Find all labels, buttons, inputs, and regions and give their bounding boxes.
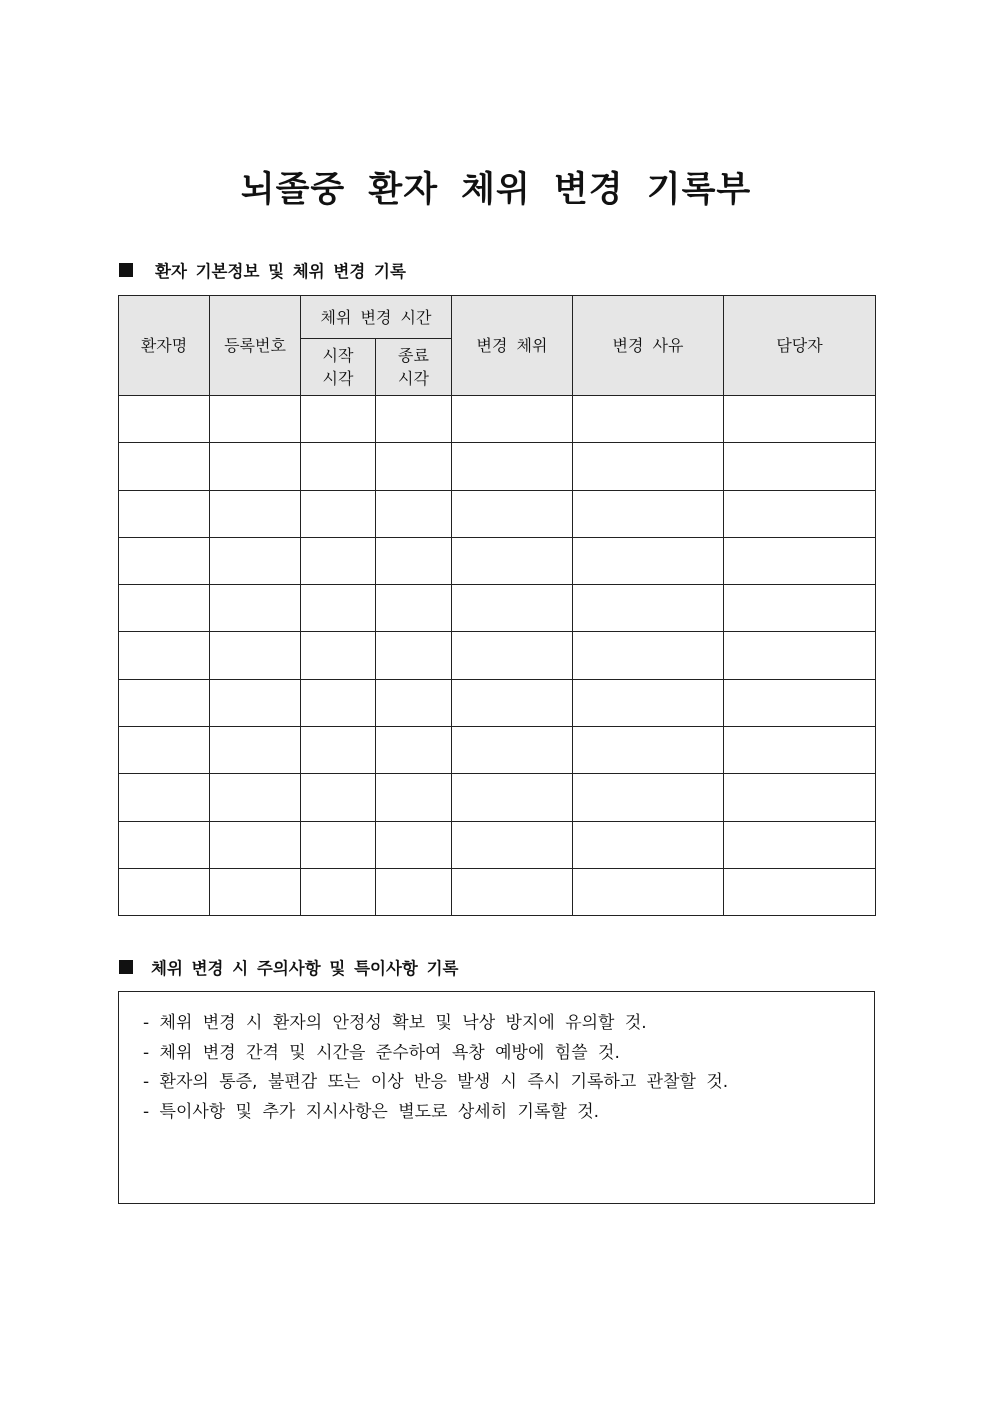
table-cell[interactable]: [210, 727, 301, 774]
table-cell[interactable]: [210, 490, 301, 537]
table-cell[interactable]: [724, 537, 876, 584]
table-cell[interactable]: [376, 679, 452, 726]
table-cell[interactable]: [452, 727, 573, 774]
table-row: [119, 537, 876, 584]
header-staff: 담당자: [724, 296, 876, 396]
header-changed-position: 변경 체위: [452, 296, 573, 396]
header-end-time-line1: 종료: [398, 346, 429, 365]
table-cell[interactable]: [573, 727, 724, 774]
table-cell[interactable]: [573, 396, 724, 443]
table-row: [119, 679, 876, 726]
header-change-time: 체위 변경 시간: [301, 296, 452, 339]
table-cell[interactable]: [376, 585, 452, 632]
table-cell[interactable]: [301, 537, 376, 584]
table-cell[interactable]: [301, 396, 376, 443]
table-cell[interactable]: [210, 774, 301, 821]
table-cell[interactable]: [210, 396, 301, 443]
table-row: [119, 396, 876, 443]
table-cell[interactable]: [376, 868, 452, 915]
table-cell[interactable]: [119, 443, 210, 490]
table-cell[interactable]: [452, 821, 573, 868]
note-line: - 특이사항 및 추가 지시사항은 별도로 상세히 기록할 것.: [143, 1101, 600, 1122]
table-row: [119, 821, 876, 868]
table-cell[interactable]: [119, 537, 210, 584]
table-cell[interactable]: [301, 443, 376, 490]
table-cell[interactable]: [452, 868, 573, 915]
header-start-time-line2: 시각: [322, 369, 354, 388]
table-cell[interactable]: [210, 868, 301, 915]
square-bullet-icon: [119, 960, 133, 974]
table-cell[interactable]: [452, 679, 573, 726]
table-cell[interactable]: [301, 821, 376, 868]
table-cell[interactable]: [573, 490, 724, 537]
section-heading-record: [119, 258, 406, 282]
table-cell[interactable]: [724, 585, 876, 632]
table-cell[interactable]: [724, 679, 876, 726]
table-cell[interactable]: [301, 490, 376, 537]
table-cell[interactable]: [452, 443, 573, 490]
table-cell[interactable]: [724, 821, 876, 868]
table-cell[interactable]: [210, 632, 301, 679]
table-cell[interactable]: [301, 727, 376, 774]
header-start-time: [301, 339, 376, 396]
table-row: [119, 868, 876, 915]
table-row: [119, 727, 876, 774]
section-heading-notes: [119, 955, 459, 979]
table-cell[interactable]: [119, 679, 210, 726]
note-line: - 환자의 통증, 불편감 또는 이상 반응 발생 시 즉시 기록하고 관찰할 것.: [143, 1072, 729, 1092]
table-cell[interactable]: [573, 632, 724, 679]
table-cell[interactable]: [210, 585, 301, 632]
table-cell[interactable]: [376, 821, 452, 868]
table-cell[interactable]: [573, 868, 724, 915]
table-cell[interactable]: [452, 396, 573, 443]
header-end-time: [376, 339, 452, 396]
table-cell[interactable]: [376, 632, 452, 679]
table-cell[interactable]: [573, 821, 724, 868]
table-row: [119, 632, 876, 679]
table-cell[interactable]: [724, 632, 876, 679]
table-cell[interactable]: [301, 585, 376, 632]
table-cell[interactable]: [119, 585, 210, 632]
note-line: - 체위 변경 간격 및 시간을 준수하여 욕창 예방에 힘쓸 것.: [143, 1042, 620, 1063]
notes-box[interactable]: [118, 991, 875, 1204]
table-cell[interactable]: [724, 396, 876, 443]
table-cell[interactable]: [573, 679, 724, 726]
header-change-reason: 변경 사유: [573, 296, 724, 396]
table-cell[interactable]: [301, 679, 376, 726]
table-row: [119, 774, 876, 821]
table-cell[interactable]: [376, 537, 452, 584]
table-cell[interactable]: [452, 632, 573, 679]
table-cell[interactable]: [452, 537, 573, 584]
table-cell[interactable]: [376, 443, 452, 490]
table-cell[interactable]: [376, 727, 452, 774]
table-cell[interactable]: [119, 490, 210, 537]
table-cell[interactable]: [210, 821, 301, 868]
header-registration-number: 등록번호: [210, 296, 301, 396]
square-bullet-icon: [119, 263, 133, 277]
table-row: [119, 490, 876, 537]
table-cell[interactable]: [573, 537, 724, 584]
section-heading-notes-label: 체위 변경 시 주의사항 및 특이사항 기록: [151, 959, 459, 978]
position-change-table: [118, 295, 876, 916]
page-title: 뇌졸중 환자 체위 변경 기록부: [240, 170, 752, 210]
table-cell[interactable]: [724, 443, 876, 490]
table-cell[interactable]: [376, 490, 452, 537]
table-cell[interactable]: [724, 490, 876, 537]
table-cell[interactable]: [452, 490, 573, 537]
table-cell[interactable]: [376, 396, 452, 443]
table-cell[interactable]: [573, 443, 724, 490]
note-line: - 체위 변경 시 환자의 안정성 확보 및 낙상 방지에 유의할 것.: [143, 1013, 647, 1033]
header-end-time-line2: 시각: [398, 369, 429, 388]
table-cell[interactable]: [210, 679, 301, 726]
section-heading-record-label: 환자 기본정보 및 체위 변경 기록: [155, 262, 406, 281]
header-start-time-line1: 시작: [322, 346, 354, 365]
table-cell[interactable]: [724, 727, 876, 774]
header-patient-name: 환자명: [119, 296, 210, 396]
table-cell[interactable]: [301, 868, 376, 915]
table-cell[interactable]: [210, 443, 301, 490]
table-row: [119, 585, 876, 632]
table-cell[interactable]: [119, 868, 210, 915]
table-cell[interactable]: [573, 585, 724, 632]
table-cell[interactable]: [376, 774, 452, 821]
table-cell[interactable]: [301, 774, 376, 821]
table-cell[interactable]: [119, 396, 210, 443]
table-cell[interactable]: [119, 774, 210, 821]
table-cell[interactable]: [119, 632, 210, 679]
table-row: [119, 443, 876, 490]
table-cell[interactable]: [573, 774, 724, 821]
table-cell[interactable]: [452, 774, 573, 821]
table-cell[interactable]: [724, 868, 876, 915]
table-cell[interactable]: [119, 821, 210, 868]
table-cell[interactable]: [724, 774, 876, 821]
table-cell[interactable]: [452, 585, 573, 632]
table-cell[interactable]: [119, 727, 210, 774]
table-cell[interactable]: [210, 537, 301, 584]
table-cell[interactable]: [301, 632, 376, 679]
